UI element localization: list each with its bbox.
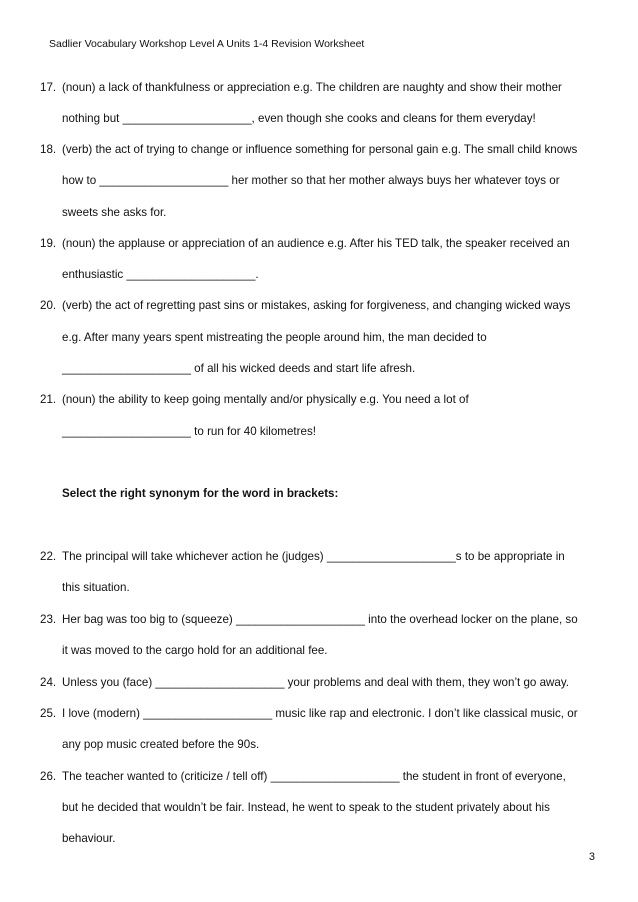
question-25 <box>40 707 600 720</box>
document-header: Sadlier Vocabulary Workshop Level A Units 1-4 Revision Worksheet <box>49 38 365 50</box>
question-18-line-2: how to ____________________ her mother so that her mother always buys her whatever toys or <box>62 174 560 187</box>
question-number: 17. <box>40 81 57 94</box>
question-23 <box>40 613 600 626</box>
question-17-line-2: nothing but ____________________, even though she cooks and cleans for them everyday! <box>62 112 536 125</box>
question-22 <box>40 550 600 563</box>
question-20-line-2: e.g. After many years spent mistreating the people around him, the man decided to <box>62 331 487 344</box>
section-heading: Select the right synonym for the word in brackets: <box>62 487 339 500</box>
question-26-line-2: but he decided that wouldn’t be fair. Instead, he went to speak to the student privately about his <box>62 801 550 814</box>
question-18 <box>40 143 600 156</box>
question-text: The teacher wanted to (criticize / tell off) ____________________ the student in front of everyone, <box>62 770 566 783</box>
question-19 <box>40 237 600 250</box>
question-text: (noun) a lack of thankfulness or appreciation e.g. The children are naughty and show their mother <box>62 81 562 94</box>
question-number: 22. <box>40 550 57 563</box>
question-number: 23. <box>40 613 57 626</box>
page-number: 3 <box>588 851 595 863</box>
question-20 <box>40 299 600 312</box>
question-text: I love (modern) ____________________ music like rap and electronic. I don’t like classical music, or <box>62 707 578 720</box>
question-25-line-2: any pop music created before the 90s. <box>62 738 260 751</box>
question-21 <box>40 393 600 406</box>
question-number: 21. <box>40 393 57 406</box>
question-number: 20. <box>40 299 57 312</box>
question-24 <box>40 676 600 689</box>
question-19-line-2: enthusiastic ____________________. <box>62 268 259 281</box>
question-18-line-3: sweets she asks for. <box>62 206 167 219</box>
question-26 <box>40 770 600 783</box>
question-number: 26. <box>40 770 57 783</box>
question-text: Her bag was too big to (squeeze) ____________________ into the overhead locker on the plane, so <box>62 613 578 626</box>
question-number: 19. <box>40 237 57 250</box>
question-22-line-2: this situation. <box>62 581 130 594</box>
question-text: (verb) the act of regretting past sins or mistakes, asking for forgiveness, and changing wicked ways <box>62 299 571 312</box>
question-20-line-3: ____________________ of all his wicked deeds and start life afresh. <box>62 362 416 375</box>
question-21-line-2: ____________________ to run for 40 kilometres! <box>62 425 316 438</box>
question-text: The principal will take whichever action he (judges) ____________________s to be appropriate in <box>62 550 565 563</box>
question-text: (verb) the act of trying to change or influence something for personal gain e.g. The small child knows <box>62 143 578 156</box>
question-number: 18. <box>40 143 57 156</box>
question-number: 24. <box>40 676 57 689</box>
question-text: (noun) the applause or appreciation of an audience e.g. After his TED talk, the speaker received an <box>62 237 570 250</box>
question-number: 25. <box>40 707 57 720</box>
question-17 <box>40 81 600 94</box>
question-23-line-2: it was moved to the cargo hold for an additional fee. <box>62 644 328 657</box>
question-text: Unless you (face) ____________________ your problems and deal with them, they won’t go away. <box>62 676 570 689</box>
question-text: (noun) the ability to keep going mentally and/or physically e.g. You need a lot of <box>62 393 469 406</box>
question-26-line-3: behaviour. <box>62 832 116 845</box>
